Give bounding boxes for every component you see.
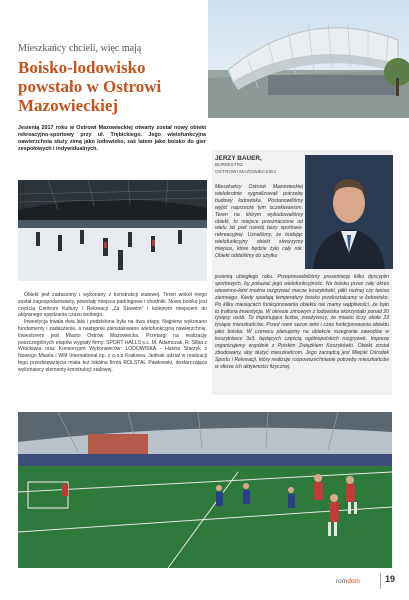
page-number: 19	[385, 574, 396, 584]
interviewee-name: JERZY BAUER,	[215, 155, 262, 162]
brand-part-1: rom	[336, 578, 348, 585]
interview-text-part1: Mieszkańcy Ostrowi Mazowieckiej wielokrotnie sygnalizowali potrzebę budowy lodowiska. Postanowiliśmy wyjść naprzeciw tym oczekiwaniom. Teren na którym wybudowaliśmy obiekt, to miejsce przeznaczone od wielu lat pod rozwój bazy sportowo-rekreacyjnej. Uznaliśmy, że budując wielofunkcyjny obiekt stworzymy miejsce, które będzie żyło cały rok. Obiekt oddaliśmy do użytku	[215, 184, 303, 260]
body-paragraph: Inwestycja trwała dwa lata i podzielona była na dwa etapy. Najpierw wykonano fundamenty i zadaszenie, a następnie zainstalowano wielofunkcyjną nawierzchnię. Inwestorem jest Miasto Ostrów Mazowiecka. Przetargi na realizację poszczególnych etapów wygrały firmy: SPORT HALLS s.c. M. Adamczak, R. Sliba z Wrocławia oraz Konsorcjum Wykonawców: LODOWISKA - Hanna Starzyk z Nowego Miasta i WM International sp. z o.o.z Krakowa. Jednak udział w realizacji tego przedsięwzięcia miała też lokalna firma ROLSTAL Pawłowski, dostarczająca wykonawcy elementy konstrukcji stalowej.	[18, 319, 207, 373]
stadium-roof-photo	[208, 0, 409, 118]
mayor-portrait	[305, 155, 393, 269]
footer-divider	[380, 573, 381, 589]
interview-text-part2: jesienią ubiegłego roku. Przeprowadziliśmy prezentację kilku dyscyplin sportowych, by pokazać jego wielofunkcyjność. Na boisku przez cały okres wiosenno-letni można rozgrywać mecze koszykówki, piłki nożnej czy tenisa ziemnego. Kiedy spadają temperatury boisko przekształcamy w lodowisko. Po kilku miesiącach funkcjonowania obiektu nie mamy wątpliwości, że było to trafiona inwestycja. W okresie zimowym z lodowiska skorzystało ponad 20 tysięcy osób. To imponująca liczba, zważywszy, że miasto liczy około 23 tysiące mieszkańców. Przed nami sezon letni i czas funkcjonowania obiektu jako boiska. W czerwcu planujemy na obiekcie rozegranie zawodów w koszykówce 3x3, będących częścią ogólnopolskich rozgrywek. Imprezę organizujemy wspólnie z Polskim Związkiem Koszykówki. Obiekt został zbudowany, aby służyć mieszkańcom. Jego zarządcą jest Miejski Ośrodek Sportu i Rekreacji, który realizuje rozpowszechnianie potrzeby mieszkańców w sferze ich aktywności fizycznej.	[215, 274, 389, 370]
article-lead: Jesienią 2017 roku w Ostrowi Mazowieckiej otwarty został nowy obiekt rekreacyjno-sportowy przy ul. Trębickiego. Jego wielofunkcyjna nawierzchnia służy zimą jako lodowisko, zaś latem jako boisko do gier zespołowych i indywidualnych.	[18, 125, 206, 152]
headline-line-1: Boisko-lodowisko	[18, 58, 146, 77]
article-kicker: Mieszkańcy chcieli, więc mają	[18, 43, 142, 54]
brand-part-2: dom	[347, 578, 360, 585]
headline-line-2: powstało w Ostrowi	[18, 77, 162, 96]
headline-line-3: Mazowieckiej	[18, 96, 119, 115]
football-field-photo	[18, 412, 392, 568]
interviewee-organization: OSTROWI MAZOWIECKIEJ	[215, 170, 276, 175]
interviewee-role: BURMISTRZ	[215, 163, 243, 168]
article-body	[18, 292, 207, 374]
body-paragraph: Obiekt jest zadaszony i wykonany z konstrukcji stalowej. Teren wokół niego został zagospodarowany, powstały miejsca parkingowe i chodniki. Nowe boisko jest częścią Centrum Kultury i Rekreacji „Za Stawem" i kolejnym miejscem do aktywnego spędzania czasu wolnego.	[18, 292, 207, 319]
article-headline	[18, 58, 208, 115]
ice-rink-photo	[18, 180, 207, 281]
magazine-brand	[336, 578, 360, 585]
